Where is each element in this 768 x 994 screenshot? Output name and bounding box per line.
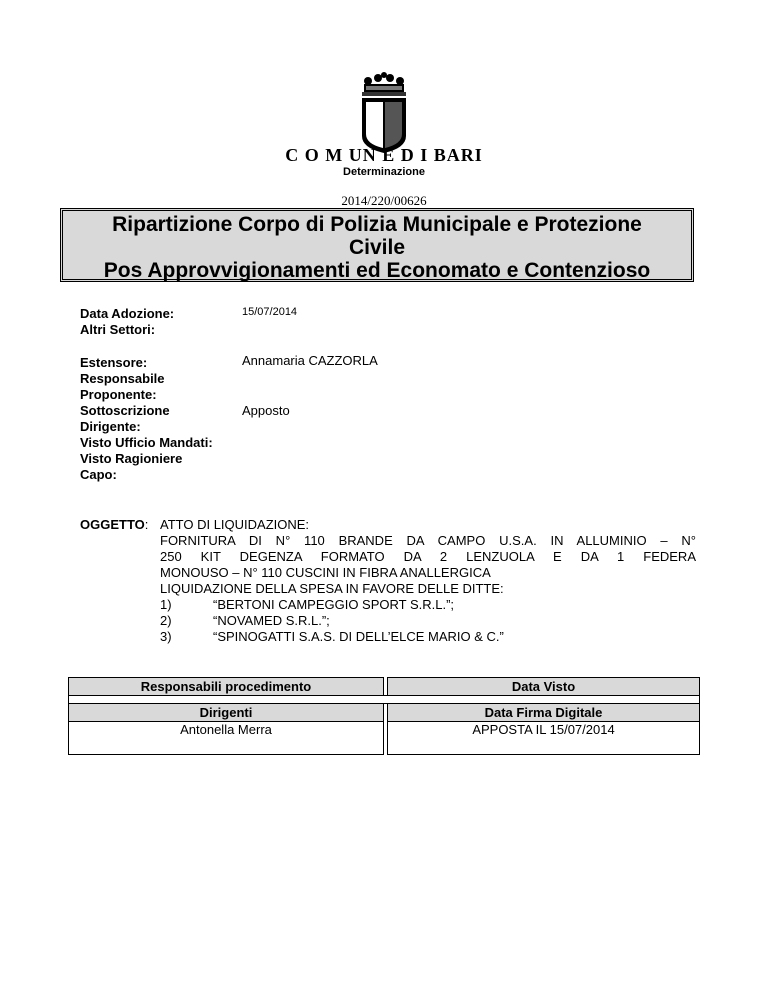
oggetto-colon: :	[144, 517, 149, 532]
responsabile-label: Responsabile	[80, 371, 165, 386]
list-item	[160, 597, 696, 613]
item-number: 1)	[160, 597, 172, 612]
list-item	[160, 613, 696, 629]
item-text: “SPINOGATTI S.A.S. DI DELL’ELCE MARIO & C.”	[213, 629, 504, 644]
proponente-label: Proponente:	[80, 387, 157, 402]
item-text: “BERTONI CAMPEGGIO SPORT S.R.L.”;	[213, 597, 455, 612]
document-type: Determinazione	[343, 166, 425, 178]
signature-table	[68, 677, 700, 755]
oggetto-line-1: ATTO DI LIQUIDAZIONE:	[160, 517, 310, 532]
visto-mandati-label: Visto Ufficio Mandati:	[80, 435, 213, 450]
data-visto-header: Data Visto	[388, 678, 700, 696]
document-number: 2014/220/00626	[341, 193, 427, 208]
oggetto-line-5: LIQUIDAZIONE DELLA SPESA IN FAVORE DELLE DITTE:	[160, 581, 504, 596]
data-firma-header: Data Firma Digitale	[388, 704, 700, 722]
item-number: 2)	[160, 613, 172, 628]
responsabili-header: Responsabili procedimento	[69, 678, 384, 696]
department-title-box	[60, 208, 694, 282]
firma-value: APPOSTA IL 15/07/2014	[388, 722, 700, 755]
data-adozione-label: Data Adozione:	[80, 306, 175, 321]
item-text: “NOVAMED S.R.L.”;	[213, 613, 330, 628]
dirigente-label: Dirigente:	[80, 419, 141, 434]
data-adozione-value: 15/07/2014	[242, 306, 298, 318]
oggetto-line-3: 250 KIT DEGENZA FORMATO DA 2 LENZUOLA E DA 1 FEDERA	[160, 549, 696, 564]
oggetto-label-text: OGGETTO	[80, 517, 145, 532]
estensore-label: Estensore:	[80, 355, 148, 370]
list-item	[160, 629, 696, 645]
table-spacer-row	[69, 696, 700, 704]
comune-name: C O M UN E D I BARI	[285, 145, 483, 165]
title-line-2: Civile	[348, 236, 406, 259]
oggetto-line-2: FORNITURA DI N° 110 BRANDE DA CAMPO U.S.A. IN ALLUMINIO – N°	[160, 533, 696, 548]
sottoscrizione-label: Sottoscrizione	[80, 403, 170, 418]
sottoscrizione-value: Apposto	[242, 403, 290, 418]
estensore-value: Annamaria CAZZORLA	[242, 353, 378, 368]
title-line-1: Ripartizione Corpo di Polizia Municipale e Protezione	[112, 213, 642, 236]
dirigenti-header: Dirigenti	[69, 704, 384, 722]
oggetto-label	[80, 517, 148, 532]
oggetto-line-4: MONOUSO – N° 110 CUSCINI IN FIBRA ANALLERGICA	[160, 565, 491, 580]
item-number: 3)	[160, 629, 172, 644]
altri-settori-label: Altri Settori:	[80, 322, 156, 337]
title-line-3: Pos Approvvigionamenti ed Economato e Contenzioso	[103, 259, 651, 282]
visto-ragioniere-label: Visto Ragioniere	[80, 451, 183, 466]
dirigente-name: Antonella Merra	[69, 722, 384, 755]
city-crest-icon	[356, 72, 412, 154]
capo-label: Capo:	[80, 467, 117, 482]
oggetto-text	[160, 517, 696, 645]
